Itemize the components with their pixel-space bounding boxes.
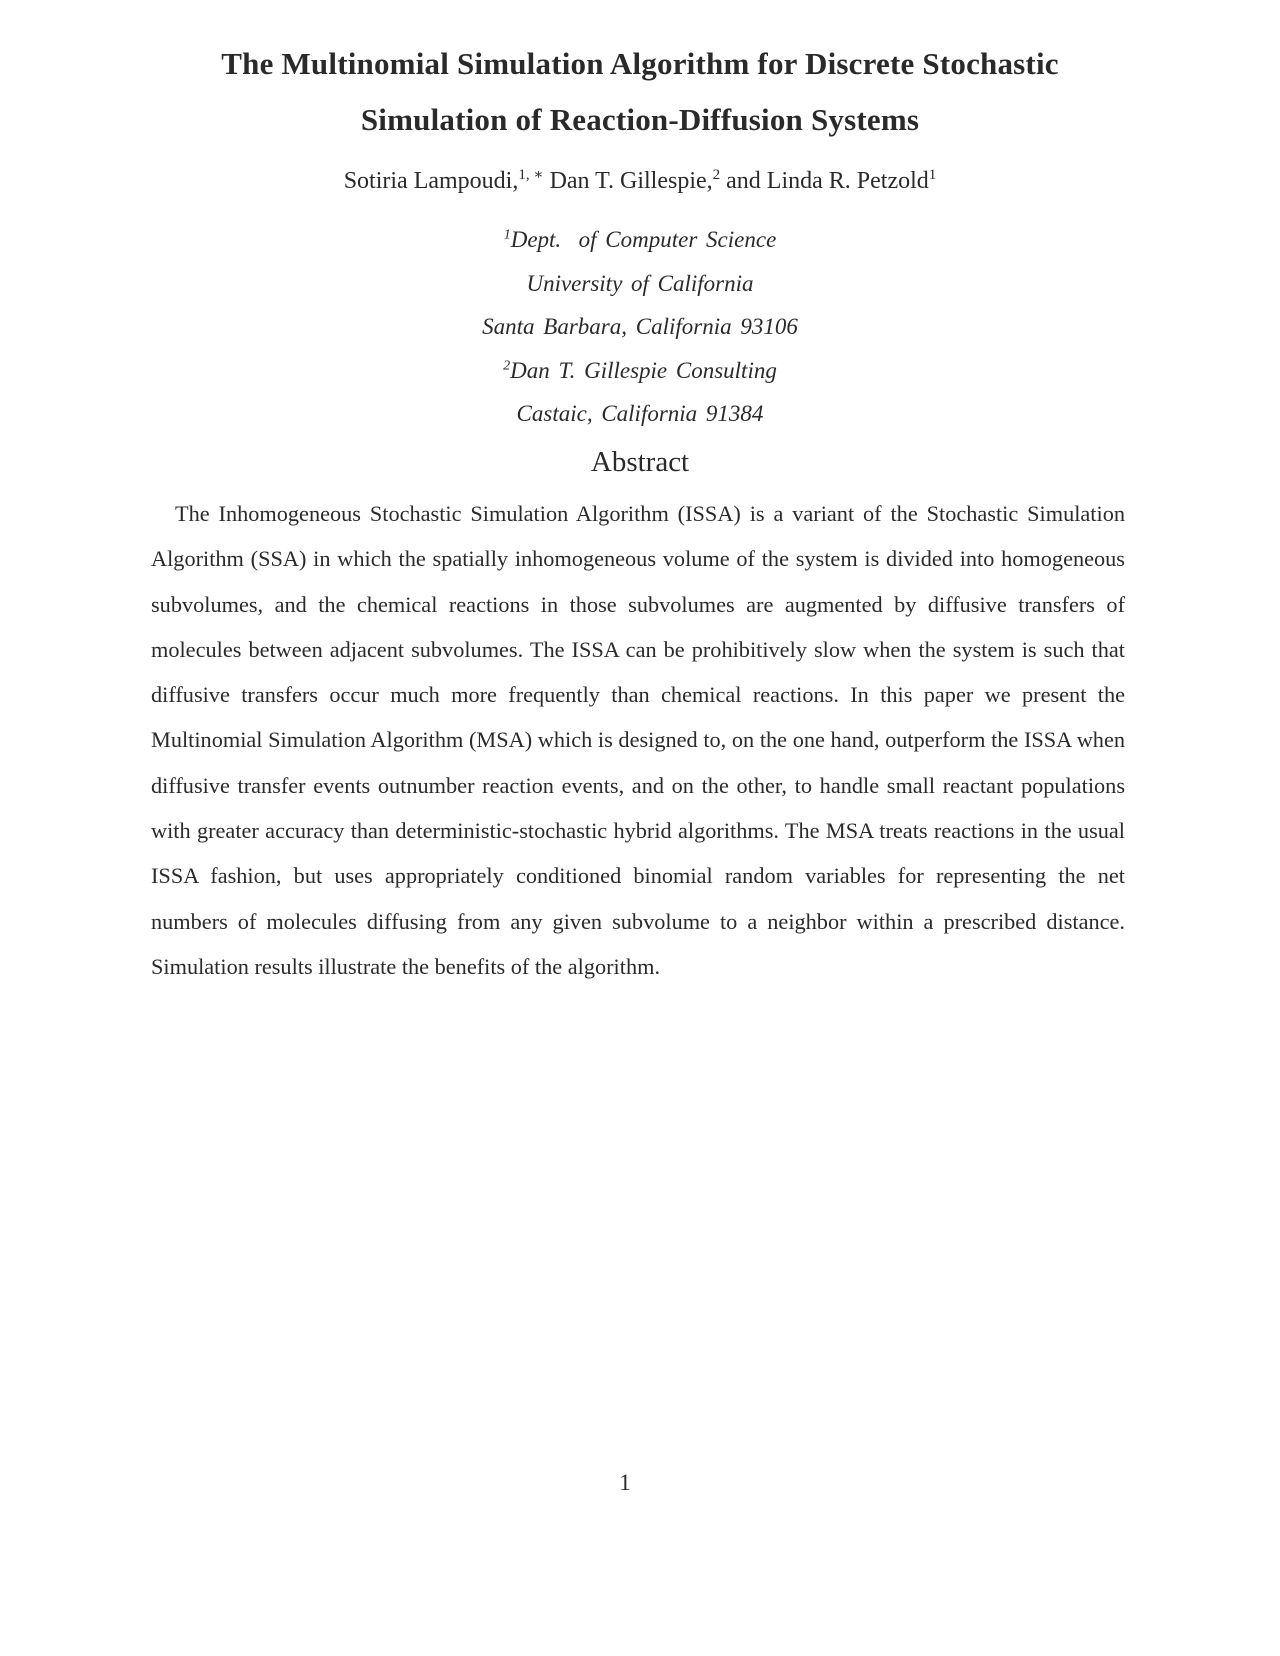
- title-line-1: The Multinomial Simulation Algorithm for Discrete Stochastic: [221, 46, 1059, 81]
- paper-title: [120, 36, 1160, 148]
- affiliation-1-line-3: Santa Barbara, California 93106: [482, 314, 798, 339]
- author-1-name: Sotiria Lampoudi,: [343, 168, 519, 194]
- affiliation-1-mark: 1: [503, 227, 511, 243]
- affiliation-2-mark: 2: [503, 357, 511, 373]
- affiliation-1-line-1: [120, 218, 1160, 262]
- affiliation-2-line-2: Castaic, California 91384: [516, 401, 764, 426]
- author-3-name: Linda R. Petzold: [766, 168, 929, 194]
- page-number: 1: [619, 1470, 631, 1495]
- affiliation-1-department: Dept. of Computer Science: [510, 227, 777, 252]
- author-3-affiliation-mark: 1: [928, 167, 937, 183]
- author-2-affiliation-mark: 2: [712, 167, 721, 183]
- affiliation-1-line-2: University of California: [526, 270, 754, 296]
- author-1-affiliation-marks: 1, ∗: [518, 167, 544, 183]
- author-2-name: Dan T. Gillespie,: [543, 168, 713, 194]
- affiliations: [120, 218, 1160, 436]
- title-line-2: Simulation of Reaction-Diffusion Systems: [360, 102, 920, 137]
- abstract-heading: Abstract: [590, 446, 690, 478]
- affiliation-2-line-1: [120, 349, 1160, 393]
- affiliation-2-company: Dan T. Gillespie Consulting: [510, 357, 777, 383]
- author-list: [120, 166, 1160, 196]
- author-conjunction: and: [720, 168, 767, 194]
- abstract-body: The Inhomogeneous Stochastic Simulation Algorithm (ISSA) is a variant of the Stochastic Simulation Algorithm (SSA) in which the spatially inhomogeneous volume of the system is divided into homogeneous subvolumes, and the chemical reactions in those subvolumes are augmented by diffusive transfers of molecules between adjacent subvolumes. The ISSA can be prohibitively slow when the system is such that diffusive transfers occur much more frequently than chemical reactions. In this paper we present the Multinomial Simulation Algorithm (MSA) which is designed to, on the one hand, outperform the ISSA when diffusive transfer events outnumber reaction events, and on the other, to handle small reactant populations with greater accuracy than deterministic-stochastic hybrid algorithms. The MSA treats reactions in the usual ISSA fashion, but uses appropriately conditioned binomial random variables for representing the net numbers of molecules diffusing from any given subvolume to a neighbor within a prescribed distance. Simulation results illustrate the benefits of the algorithm.: [151, 501, 1125, 979]
